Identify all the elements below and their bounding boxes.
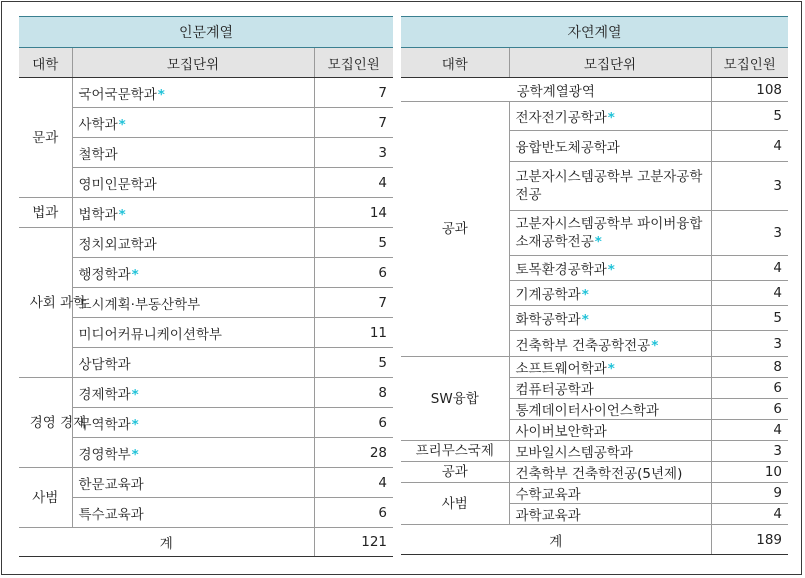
count-cell: 3 xyxy=(711,441,788,462)
unit-cell: 경제학과* xyxy=(72,378,314,408)
count-cell: 7 xyxy=(314,108,393,138)
natural-sciences-title: 자연계열 xyxy=(401,17,788,48)
header-count: 모집인원 xyxy=(314,48,393,78)
count-cell: 5 xyxy=(314,228,393,258)
college-cell: 공과 xyxy=(401,462,509,483)
header-college: 대학 xyxy=(401,48,509,78)
unit-cell: 정치외교학과 xyxy=(72,228,314,258)
count-cell: 4 xyxy=(711,131,788,162)
count-cell: 3 xyxy=(314,138,393,168)
college-cell: SW융합 xyxy=(401,357,509,441)
count-cell: 11 xyxy=(314,318,393,348)
count-cell: 6 xyxy=(711,378,788,399)
count-cell: 8 xyxy=(711,357,788,378)
unit-cell: 행정학과* xyxy=(72,258,314,288)
unit-cell: 기계공학과* xyxy=(509,281,711,306)
star-mark: * xyxy=(118,116,126,133)
header-unit: 모집단위 xyxy=(72,48,314,78)
count-cell: 4 xyxy=(711,504,788,525)
unit-cell: 특수교육과 xyxy=(72,498,314,528)
wide-unit-cell: 공학계열광역 xyxy=(401,78,711,102)
unit-cell: 사이버보안학과 xyxy=(509,420,711,441)
count-cell: 4 xyxy=(711,420,788,441)
count-cell: 6 xyxy=(314,408,393,438)
unit-cell: 국어국문학과* xyxy=(72,78,314,108)
college-cell: 문과 xyxy=(19,78,72,198)
unit-cell: 법학과* xyxy=(72,198,314,228)
unit-cell: 모바일시스템공학과 xyxy=(509,441,711,462)
college-cell: 경영 경제 xyxy=(19,378,72,468)
star-mark: * xyxy=(607,262,615,278)
header-college: 대학 xyxy=(19,48,72,78)
unit-cell: 토목환경공학과* xyxy=(509,256,711,281)
count-cell: 8 xyxy=(314,378,393,408)
count-cell: 4 xyxy=(314,168,393,198)
college-cell: 사회 과학 xyxy=(19,228,72,378)
star-mark: * xyxy=(594,234,602,250)
unit-cell: 영미인문학과 xyxy=(72,168,314,198)
count-cell: 5 xyxy=(314,348,393,378)
total-label: 계 xyxy=(401,525,711,555)
humanities-title: 인문계열 xyxy=(19,17,393,48)
unit-cell: 경영학부* xyxy=(72,438,314,468)
total-label: 계 xyxy=(19,528,314,557)
star-mark: * xyxy=(131,446,139,463)
count-cell: 4 xyxy=(711,281,788,306)
star-mark: * xyxy=(131,386,139,403)
count-cell: 7 xyxy=(314,78,393,108)
college-cell: 공과 xyxy=(401,102,509,357)
unit-cell: 과학교육과 xyxy=(509,504,711,525)
college-cell: 법과 xyxy=(19,198,72,228)
count-cell: 3 xyxy=(711,162,788,211)
unit-cell: 상담학과 xyxy=(72,348,314,378)
count-cell: 10 xyxy=(711,462,788,483)
count-cell: 4 xyxy=(711,256,788,281)
unit-cell: 미디어커뮤니케이션학부 xyxy=(72,318,314,348)
unit-cell: 철학과 xyxy=(72,138,314,168)
college-cell: 사범 xyxy=(401,483,509,525)
college-cell: 사범 xyxy=(19,468,72,528)
count-cell: 6 xyxy=(314,498,393,528)
unit-cell: 건축학부 건축공학전공* xyxy=(509,331,711,357)
header-unit: 모집단위 xyxy=(509,48,711,78)
unit-cell: 융합반도체공학과 xyxy=(509,131,711,162)
unit-cell: 한문교육과 xyxy=(72,468,314,498)
unit-cell: 고분자시스템공학부 파이버융합소재공학전공* xyxy=(509,211,711,256)
unit-cell: 통계데이터사이언스학과 xyxy=(509,399,711,420)
unit-cell: 소프트웨어학과* xyxy=(509,357,711,378)
unit-cell: 도시계획·부동산학부 xyxy=(72,288,314,318)
star-mark: * xyxy=(157,86,165,103)
count-cell: 9 xyxy=(711,483,788,504)
humanities-table xyxy=(19,16,393,557)
unit-cell: 사학과* xyxy=(72,108,314,138)
star-mark: * xyxy=(118,206,126,223)
college-cell: 프리무스국제 xyxy=(401,441,509,462)
humanities-body xyxy=(19,78,393,557)
count-cell: 3 xyxy=(711,331,788,357)
unit-cell: 무역학과* xyxy=(72,408,314,438)
total-count: 121 xyxy=(314,528,393,557)
star-mark: * xyxy=(131,266,139,283)
header-count: 모집인원 xyxy=(711,48,788,78)
count-cell: 4 xyxy=(314,468,393,498)
count-cell: 5 xyxy=(711,102,788,131)
star-mark: * xyxy=(607,110,615,126)
unit-cell: 고분자시스템공학부 고분자공학전공 xyxy=(509,162,711,211)
star-mark: * xyxy=(131,416,139,433)
unit-cell: 컴퓨터공학과 xyxy=(509,378,711,399)
unit-cell: 건축학부 건축학전공(5년제) xyxy=(509,462,711,483)
count-cell: 6 xyxy=(314,258,393,288)
natural-sciences-table xyxy=(401,16,788,555)
star-mark: * xyxy=(581,312,589,328)
count-cell: 6 xyxy=(711,399,788,420)
unit-cell: 전자전기공학과* xyxy=(509,102,711,131)
count-cell: 5 xyxy=(711,306,788,331)
count-cell: 108 xyxy=(711,78,788,102)
unit-cell: 수학교육과 xyxy=(509,483,711,504)
star-mark: * xyxy=(651,337,659,354)
star-mark: * xyxy=(607,361,615,377)
unit-cell: 화학공학과* xyxy=(509,306,711,331)
count-cell: 3 xyxy=(711,211,788,256)
total-count: 189 xyxy=(711,525,788,555)
star-mark: * xyxy=(581,287,589,303)
count-cell: 7 xyxy=(314,288,393,318)
natural-sciences-body xyxy=(401,78,788,555)
count-cell: 14 xyxy=(314,198,393,228)
count-cell: 28 xyxy=(314,438,393,468)
